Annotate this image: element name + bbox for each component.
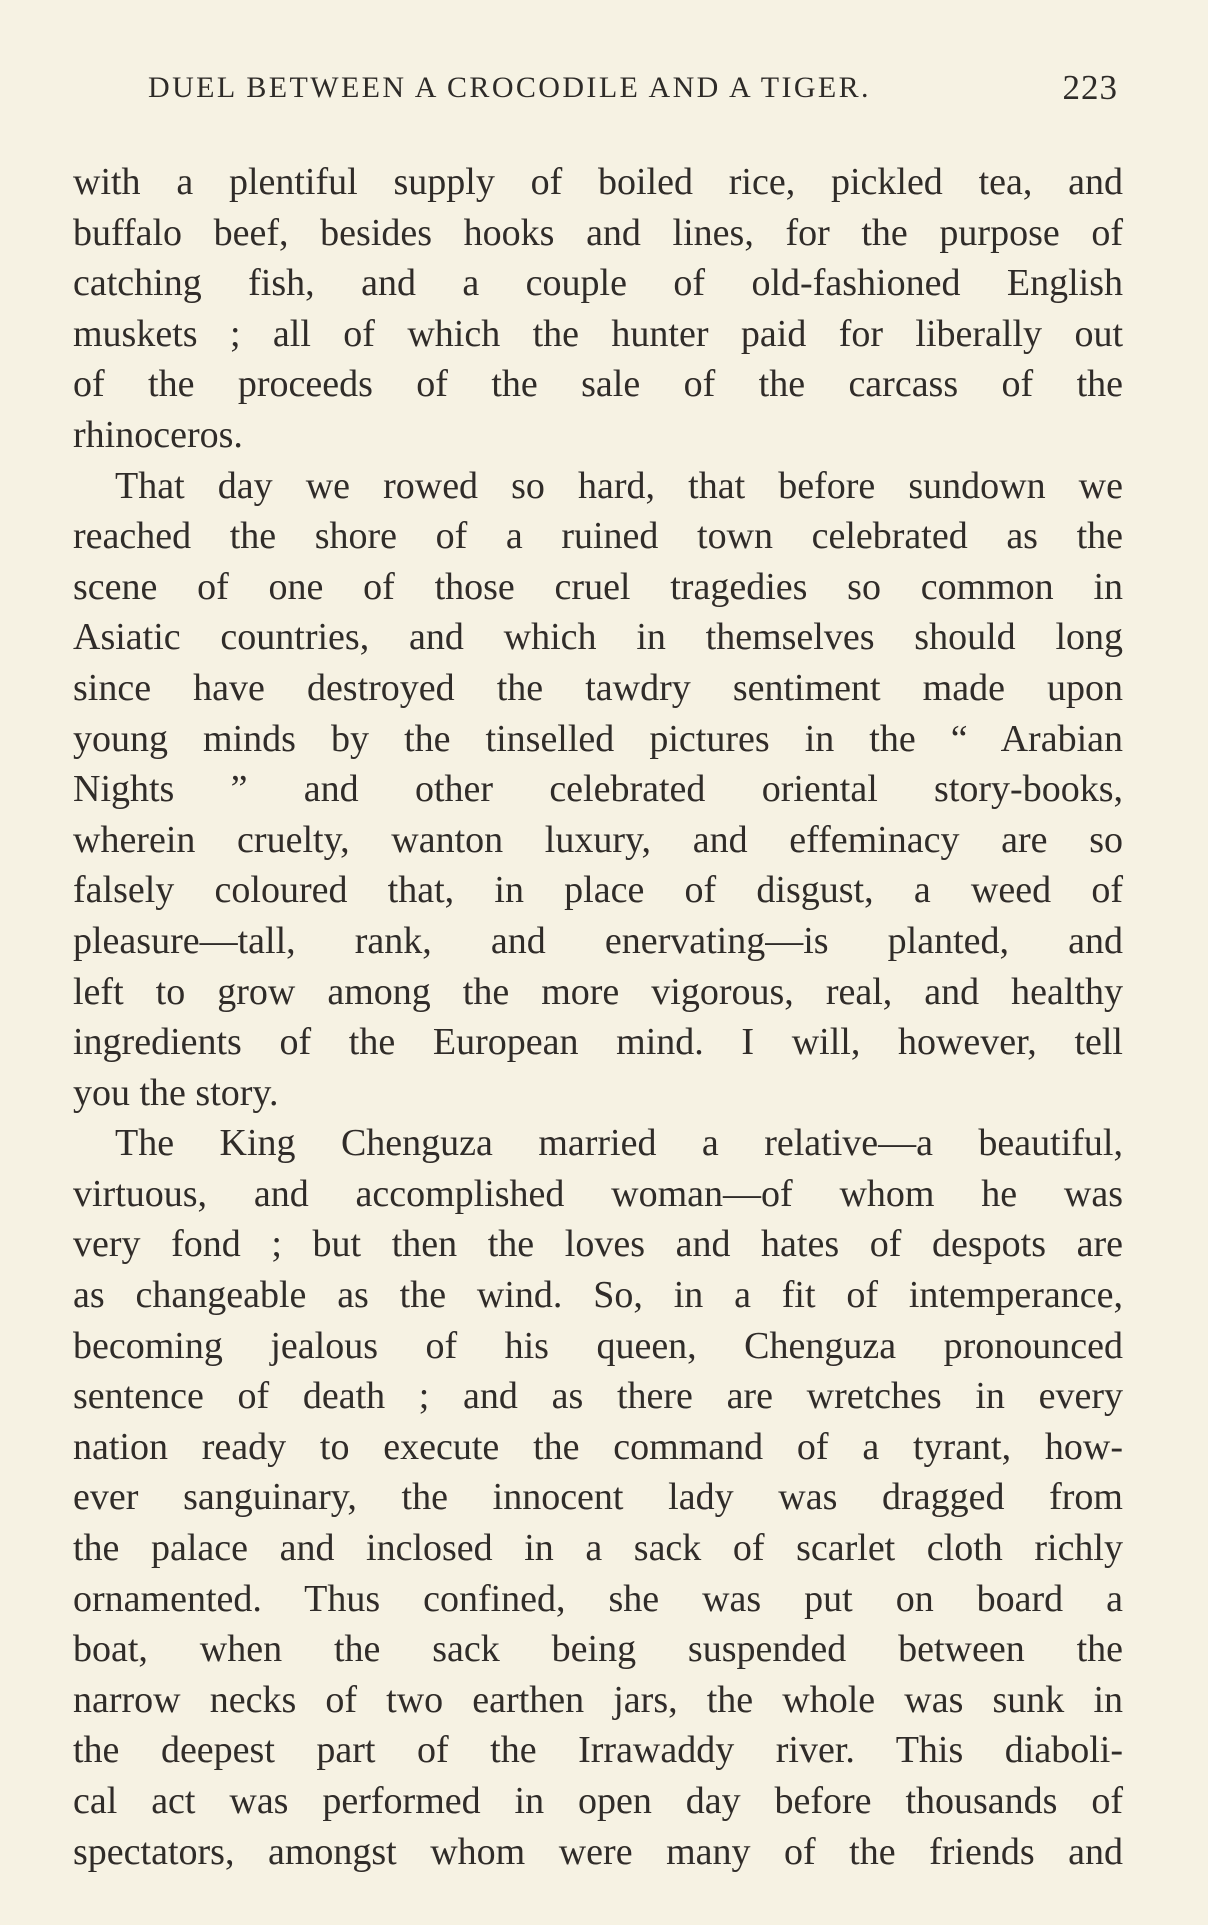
- text-line: becoming jealous of his queen, Chenguza pronounced: [73, 1324, 1123, 1367]
- text-line: as changeable as the wind. So, in a fit of intemperance,: [73, 1274, 1123, 1317]
- text-line: That day we rowed so hard, that before sundown we: [115, 464, 1123, 507]
- text-line: virtuous, and accomplished woman—of whom he was: [73, 1172, 1123, 1215]
- text-line: spectators, amongst whom were many of the friends and: [73, 1830, 1123, 1873]
- text-line: boat, when the sack being suspended between the: [73, 1628, 1123, 1671]
- text-line: left to grow among the more vigorous, real, and healthy: [73, 970, 1123, 1013]
- text-line: rhinoceros.: [73, 413, 243, 456]
- text-line: since have destroyed the tawdry sentiment made upon: [73, 666, 1123, 709]
- text-line: nation ready to execute the command of a tyrant, how-: [73, 1425, 1123, 1468]
- text-line: ever sanguinary, the innocent lady was dragged from: [73, 1476, 1123, 1519]
- text-line: ingredients of the European mind. I will, however, tell: [73, 1021, 1123, 1064]
- text-line: the deepest part of the Irrawaddy river. This diaboli-: [73, 1729, 1123, 1772]
- text-line: The King Chenguza married a relative—a beautiful,: [115, 1122, 1123, 1165]
- page-number: 223: [1062, 68, 1118, 107]
- text-line: very fond ; but then the loves and hates of despots are: [73, 1223, 1123, 1266]
- text-line: Nights ” and other celebrated oriental story-books,: [73, 768, 1123, 811]
- text-line: you the story.: [73, 1071, 279, 1114]
- text-line: the palace and inclosed in a sack of scarlet cloth richly: [73, 1527, 1123, 1570]
- text-line: ornamented. Thus confined, she was put on board a: [73, 1577, 1123, 1620]
- text-line: muskets ; all of which the hunter paid for liberally out: [73, 312, 1123, 355]
- text-line: reached the shore of a ruined town celebrated as the: [73, 515, 1123, 558]
- text-line: of the proceeds of the sale of the carcass of the: [73, 363, 1123, 406]
- running-head: DUEL BETWEEN A CROCODILE AND A TIGER.: [148, 71, 871, 104]
- text-line: scene of one of those cruel tragedies so common in: [73, 565, 1123, 608]
- text-line: pleasure—tall, rank, and enervating—is planted, and: [73, 919, 1123, 962]
- text-line: young minds by the tinselled pictures in the “ Arabian: [73, 717, 1123, 760]
- text-line: catching fish, and a couple of old-fashioned English: [73, 262, 1123, 305]
- text-line: falsely coloured that, in place of disgust, a weed of: [73, 869, 1123, 912]
- text-line: cal act was performed in open day before thousands of: [73, 1780, 1123, 1822]
- text-line: Asiatic countries, and which in themselves should long: [73, 616, 1123, 659]
- page-header: [148, 66, 1118, 116]
- text-line: narrow necks of two earthen jars, the whole was sunk in: [73, 1678, 1123, 1721]
- body-text: [73, 157, 1123, 1877]
- text-line: sentence of death ; and as there are wretches in every: [73, 1375, 1123, 1418]
- text-line: with a plentiful supply of boiled rice, pickled tea, and: [73, 161, 1123, 203]
- text-line: buffalo beef, besides hooks and lines, for the purpose of: [73, 211, 1123, 254]
- text-line: wherein cruelty, wanton luxury, and effeminacy are so: [73, 818, 1123, 861]
